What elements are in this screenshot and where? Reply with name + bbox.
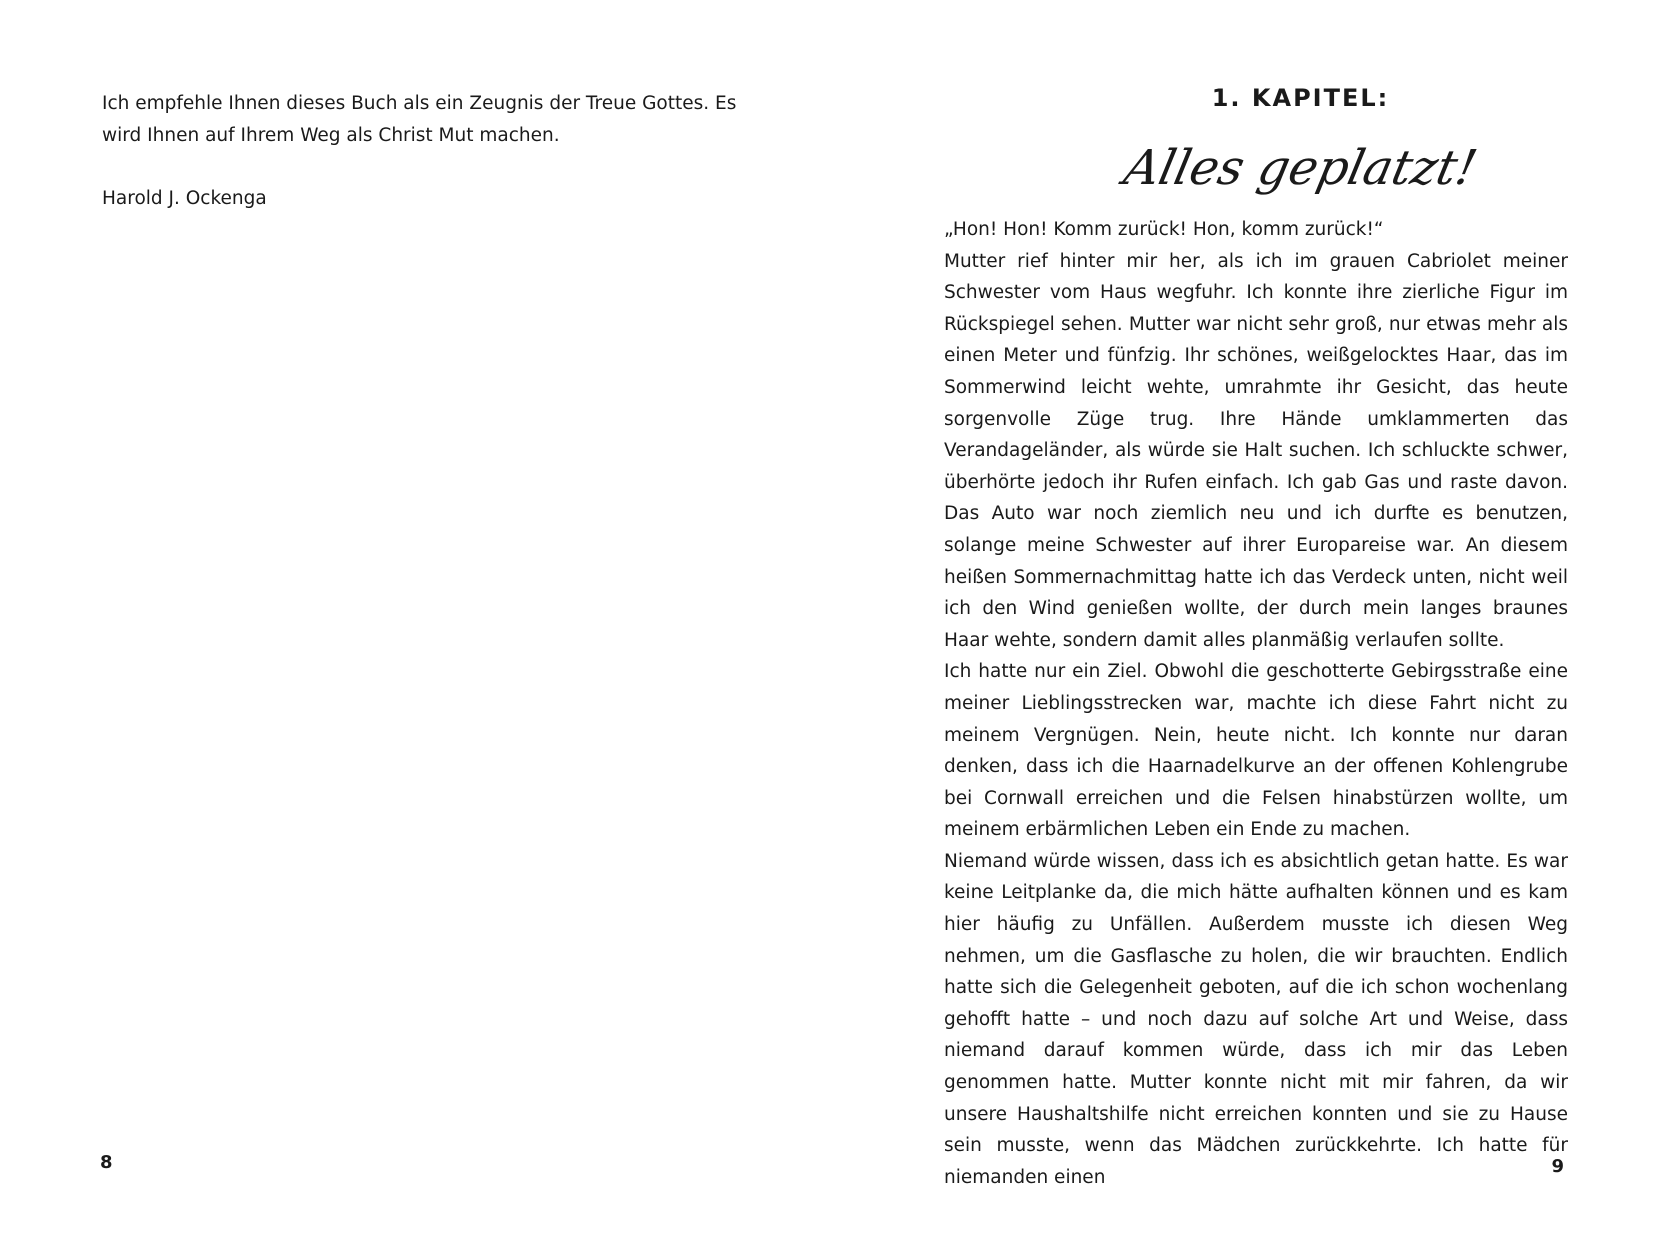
body-paragraph-3: Ich hatte nur ein Ziel. Obwohl die geschotterte Gebirgsstraße eine meiner Lieblingsstrecken war, machte ich diese Fahrt nicht zu meinem Vergnügen. Nein, heute nicht. Ich konnte nur daran denken, dass ich die Haarnadelkurve an der offenen Kohlengrube bei Cornwall erreichen und die Felsen hinabstürzen wollte, um meinem erbärmlichen Leben ein Ende zu machen. xyxy=(944,661,1568,841)
foreword-signature: Harold J. Ockenga xyxy=(102,187,267,209)
chapter-label: 1. KAPITEL: xyxy=(1211,84,1390,112)
body-paragraph-2: Mutter rief hinter mir her, als ich im grauen Cabriolet meiner Schwester vom Haus wegfuhr. Ich konnte ihre zierliche Figur im Rückspiegel sehen. Mutter war nicht sehr groß, nur etwas mehr als einen Meter und fünfzig. Ihr schönes, weißgelocktes Haar, das im Sommerwind leicht wehte, umrahmte ihr Gesicht, das heute sorgenvolle Züge trug. Ihre Hände umklammerten das Verandageländer, als würde sie Halt suchen. Ich schluckte schwer, überhörte jedoch ihr Rufen einfach. Ich gab Gas und raste davon. Das Auto war noch ziemlich neu und ich durfte es benutzen, solange meine Schwester auf ihrer Europareise war. An diesem heißen Sommernachmittag hatte ich das Verdeck unten, nicht weil ich den Wind genießen wollte, der durch mein langes braunes Haar wehte, sondern damit alles planmäßig verlaufen sollte. xyxy=(944,250,1568,651)
foreword-text xyxy=(102,88,742,214)
page-number-left: 8 xyxy=(100,1152,113,1173)
body-paragraph-4: Niemand würde wissen, dass ich es absichtlich getan hatte. Es war keine Leitplanke da, die mich hätte aufhalten können und es kam hier häufig zu Unfällen. Außerdem musste ich diesen Weg nehmen, um die Gasflasche zu holen, die wir brauchten. Endlich hatte sich die Gelegenheit geboten, auf die ich schon wochenlang gehofft hatte – und noch dazu auf solche Art und Weise, dass niemand darauf kommen würde, dass ich mir das Leben genommen hatte. Mutter konnte nicht mit mir fahren, da wir unsere Haushaltshilfe nicht erreichen konnten und sie zu Hause sein musste, wenn das Mädchen zurückkehrte. Ich hatte für niemanden einen xyxy=(944,850,1568,1188)
page-number-right: 9 xyxy=(1551,1156,1564,1177)
foreword-paragraph: Ich empfehle Ihnen dieses Buch als ein Zeugnis der Treue Gottes. Es wird Ihnen auf Ihrem Weg als Christ Mut machen. xyxy=(102,93,737,146)
right-page xyxy=(827,0,1654,1240)
body-paragraph-1: „Hon! Hon! Komm zurück! Hon, komm zurück!“ xyxy=(944,219,1384,240)
chapter-body xyxy=(944,214,1568,1193)
chapter-title: Alles geplatzt! xyxy=(1119,140,1482,196)
